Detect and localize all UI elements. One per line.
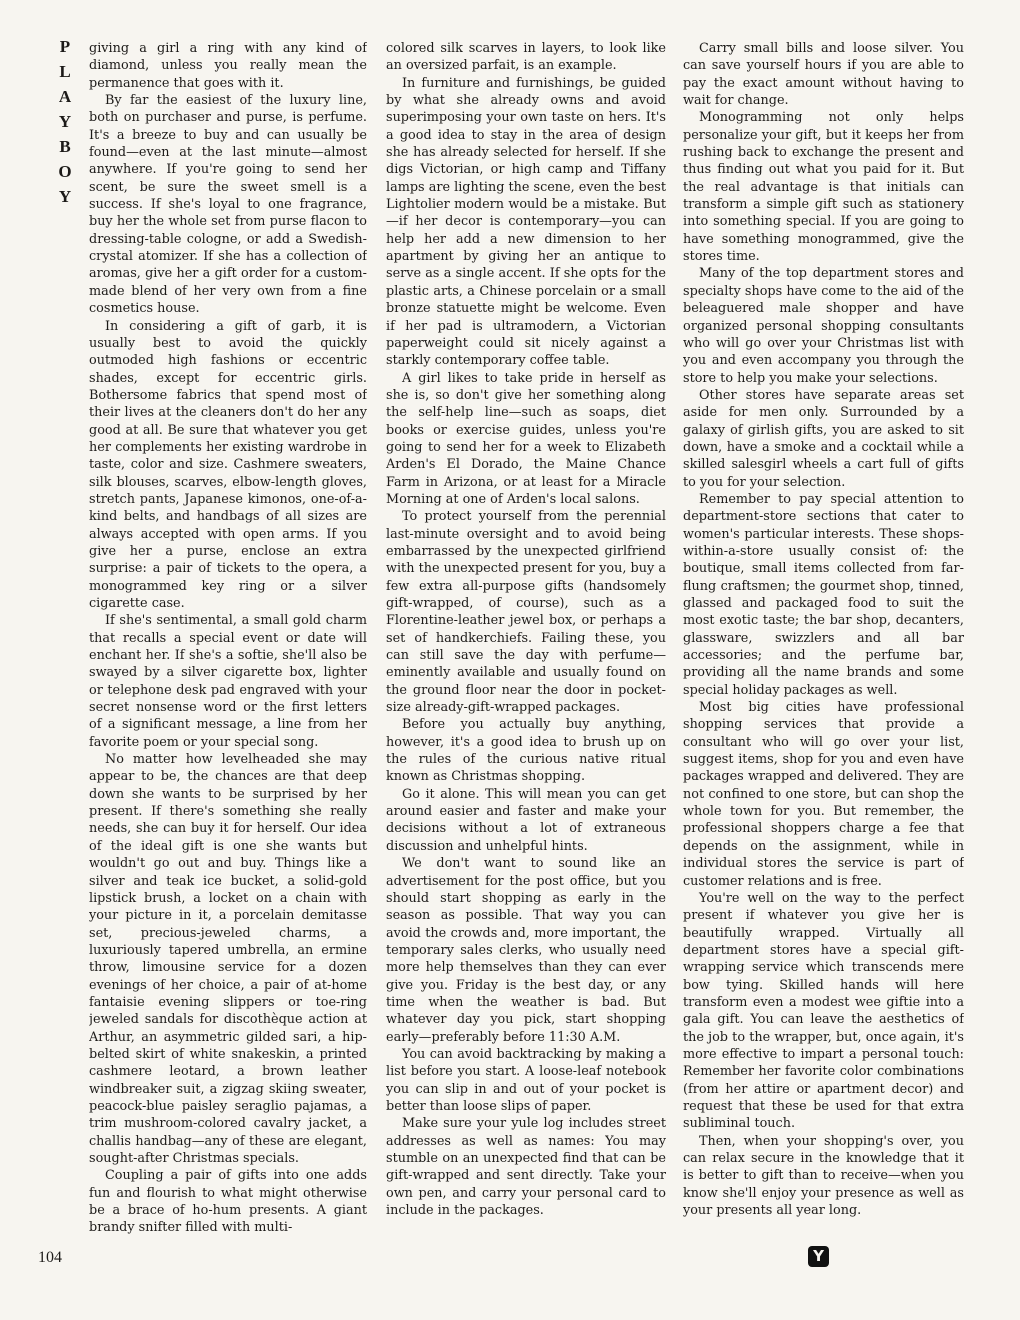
paragraph: Make sure your yule log includes street addresses as well as names: You may stumble on an unexpected find that can be gift-wrapped and sent directly. Take your own pen, and carry your personal card to include in the packages. xyxy=(386,1116,666,1219)
paragraph: No matter how levelheaded she may appear to be, the chances are that deep down she wants to be surprised by her present. If there's something she really needs, she can buy it for herself. Our idea of the ideal gift is one she wants but wouldn't go out and buy. Things like a silver and teak ice bucket, a solid-gold lipstick brush, a locket on a chain with your picture in it, a porcelain demitasse set, precious-jeweled charms, a luxuriously tapered umbrella, an ermine throw, limousine service for a dozen evenings of her choice, a pair of at-home fantaisie evening slippers or toe-ring jeweled sandals for discothèque action at Arthur, an asymmetric gilded sari, a hip-belted skirt of white snakeskin, a printed cashmere leotard, a brown leather windbreaker suit, a zigzag skiing sweater, peacock-blue paisley seraglio pajamas, a trim mushroom-colored cavalry jacket, a challis handbag—any of these are elegant, sought-after Christmas specials. xyxy=(89,752,367,1166)
running-head-letter: A xyxy=(58,87,72,106)
paragraph: Carry small bills and loose silver. You can save yourself hours if you are able to pay the exact amount without having to wait for change. xyxy=(683,41,964,109)
paragraph: In furniture and furnishings, be guided by what she already owns and avoid superimposing your own taste on hers. It's a good idea to stay in the area of design she has already selected for herself. If she digs Victorian, or high camp and Tiffany lamps are lighting the scene, even the best Lightolier modern would be a mistake. But—if her decor is contemporary—you can help her add a new dimension to her apartment by giving her an antique to serve as a single accent. If she opts for the plastic arts, a Chinese porcelain or a small bronze statuette might be welcome. Even if her pad is ultramodern, a Victorian paperweight could sit nicely against a starkly contemporary coffee table. xyxy=(386,75,666,369)
paragraph: Most big cities have professional shopping services that provide a consultant who will go over your list, suggest items, shop for you and even have packages wrapped and delivered. They are not confined to one store, but can shop the whole town for you. But remember, the professional shoppers charge a fee that depends on the assignment, while in individual stores the service is part of customer relations and is free. xyxy=(683,700,964,889)
paragraph: You can avoid backtracking by making a list before you start. A loose-leaf notebook you can slip in and out of your pocket is better than loose slips of paper. xyxy=(386,1046,666,1114)
paragraph: colored silk scarves in layers, to look like an oversized parfait, is an example. xyxy=(386,41,666,74)
text-column-1 xyxy=(89,40,367,1272)
text-column-3 xyxy=(683,40,964,1272)
bunny-end-mark-icon: Y xyxy=(808,1246,829,1267)
paragraph: Go it alone. This will mean you can get around easier and faster and make your decisions without a lot of extraneous discussion and unhelpful hints. xyxy=(386,786,666,854)
paragraph: Monogramming not only helps personalize your gift, but it keeps her from rushing back to exchange the present and thus finding out what you paid for it. But the real advantage is that initials can transform a simple gift such as stationery into something special. If you are going to have something monogrammed, give the stores time. xyxy=(683,110,964,265)
paragraph: Before you actually buy anything, however, it's a good idea to brush up on the rules of the curious native ritual known as Christmas shopping. xyxy=(386,717,666,785)
paragraph: Coupling a pair of gifts into one adds fun and flourish to what might otherwise be a brace of ho-hum presents. A giant brandy snifter filled with multi- xyxy=(89,1168,367,1236)
running-head-letter: P xyxy=(59,37,71,56)
paragraph: Many of the top department stores and specialty shops have come to the aid of the beleaguered male shopper and have organized personal shopping consultants who will go over your Christmas list with you and even accompany you through the store to help you make your selections. xyxy=(683,266,964,386)
running-head-letter: Y xyxy=(58,112,72,131)
page-number: 104 xyxy=(38,1249,62,1266)
text-column-2 xyxy=(386,40,666,1272)
paragraph: Other stores have separate areas set aside for men only. Surrounded by a galaxy of girlish gifts, you are asked to sit down, have a smoke and a cocktail while a skilled salesgirl wheels a cart full of gifts to you for your selection. xyxy=(683,387,964,490)
paragraph: A girl likes to take pride in herself as she is, so don't give her something along the self-help line—such as soaps, diet books or exercise guides, unless you're going to send her for a week to Elizabeth Arden's El Dorado, the Maine Chance Farm in Arizona, or at least for a Miracle Morning at one of Arden's local salons. xyxy=(386,370,666,507)
paragraph: You're well on the way to the perfect present if whatever you give her is beautifully wrapped. Virtually all department stores have a special gift-wrapping service which transcends mere bow tying. Skilled hands will here transform even a modest wee giftie into a gala gift. You can leave the aesthetics of the job to the wrapper, but, once again, it's more effective to impart a personal touch: Remember her favorite color combinations (from her attire or apartment decor) and request that these be used for that extra subliminal touch. xyxy=(683,890,964,1132)
running-head-letter: O xyxy=(58,162,72,181)
paragraph: We don't want to sound like an advertisement for the post office, but you should start shopping as early in the season as possible. That way you can avoid the crowds and, more important, the temporary sales clerks, who usually need more help themselves than they can ever give you. Friday is the best day, or any time when the weather is bad. But whatever day you pick, start shopping early—preferably before 11:30 A.M. xyxy=(386,856,666,1045)
running-head xyxy=(50,34,80,209)
running-head-letter: L xyxy=(59,62,71,81)
running-head-letter: Y xyxy=(58,187,72,206)
running-head-letter: B xyxy=(59,137,71,156)
paragraph: In considering a gift of garb, it is usually best to avoid the quickly outmoded high fashions or eccentric shades, except for eccentric girls. Bothersome fabrics that spend most of their lives at the cleaners don't do her any good at all. Be sure that whatever you get her complements her existing wardrobe in taste, color and size. Cashmere sweaters, silk blouses, scarves, elbow-length gloves, stretch pants, Japanese kimonos, one-of-a-kind belts, and handbags of all sizes are always accepted with open arms. If you give her a purse, enclose an extra surprise: a pair of tickets to the opera, a monogrammed key ring or a silver cigarette case. xyxy=(89,318,367,611)
paragraph: Then, when your shopping's over, you can relax secure in the knowledge that it is better to gift than to receive—when you know she'll enjoy your presence as well as your presents all year long. xyxy=(683,1133,964,1219)
paragraph: To protect yourself from the perennial last-minute oversight and to avoid being embarrassed by the unexpected girlfriend with the unexpected present for you, buy a few extra all-purpose gifts (handsomely gift-wrapped, of course), such as a Florentine-leather jewel box, or perhaps a set of handkerchiefs. Failing these, you can still save the day with perfume—eminently available and usually found on the ground floor near the door in pocket-size already-gift-wrapped packages. xyxy=(386,509,666,716)
paragraph: giving a girl a ring with any kind of diamond, unless you really mean the permanence that goes with it. xyxy=(89,41,367,91)
paragraph: If she's sentimental, a small gold charm that recalls a special event or date will enchant her. If she's a softie, she'll also be swayed by a silver cigarette box, lighter or telephone desk pad engraved with your secret nonsense word or the first letters of a significant message, a line from her favorite poem or your special song. xyxy=(89,613,367,750)
paragraph: By far the easiest of the luxury line, both on purchaser and purse, is perfume. It's a breeze to buy and can usually be found—even at the last minute—almost anywhere. If you're going to send her scent, be sure the sweet smell is a success. If she's loyal to one fragrance, buy her the whole set from purse flacon to dressing-table cologne, or add a Swedish-crystal atomizer. If she has a collection of aromas, give her a gift order for a custom-made blend of her very own from a fine cosmetics house. xyxy=(89,93,367,317)
paragraph: Remember to pay special attention to department-store sections that cater to women's particular interests. These shops-within-a-store usually consist of: the boutique, small items collected from far-flung craftsmen; the gourmet shop, tinned, glassed and packaged food to suit the most exotic taste; the bar shop, decanters, glassware, swizzlers and all bar accessories; and the perfume bar, providing all the name brands and some special holiday packages as well. xyxy=(683,491,964,698)
